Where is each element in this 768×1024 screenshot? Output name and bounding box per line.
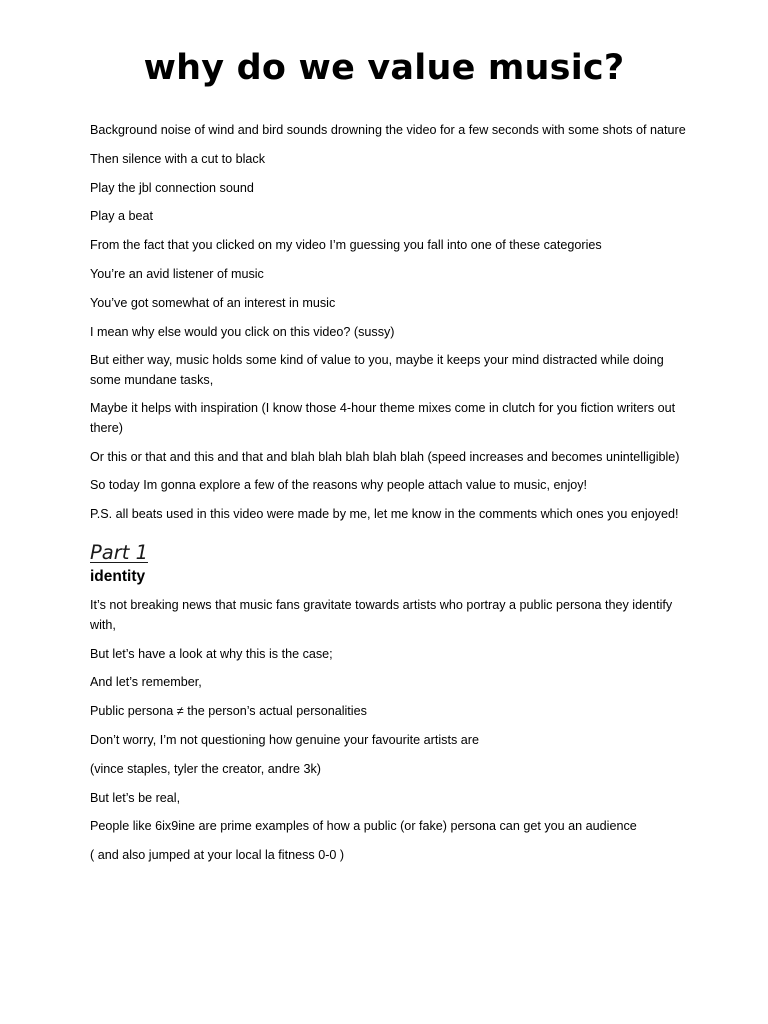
paragraph: You’re an avid listener of music	[90, 266, 264, 281]
paragraph: Don’t worry, I’m not questioning how genuine your favourite artists are	[90, 732, 479, 747]
ps-note-paragraph: P.S. all beats used in this video were made by me, let me know in the comments which ones you enjoyed!	[90, 507, 679, 522]
paragraph: Or this or that and this and that and blah blah blah blah blah (speed increases and becomes unintelligible)	[90, 449, 680, 464]
paragraph: Public persona ≠ the person’s actual personalities	[90, 704, 367, 719]
paragraph: From the fact that you clicked on my video I’m guessing you fall into one of these categories	[90, 238, 602, 253]
part-heading: Part 1	[90, 541, 148, 565]
paragraph: But let’s have a look at why this is the case;	[90, 646, 333, 661]
paragraph: And let’s remember,	[90, 675, 202, 690]
paragraph: Play a beat	[90, 209, 154, 224]
document-body	[90, 121, 690, 875]
paragraph: But let’s be real,	[90, 790, 181, 805]
paragraph: It’s not breaking news that music fans gravitate towards artists who portray a public persona they identify with,	[90, 598, 673, 632]
paragraph: Play the jbl connection sound	[90, 180, 254, 195]
paragraph: (vince staples, tyler the creator, andre 3k)	[90, 761, 321, 776]
paragraph: Maybe it helps with inspiration (I know those 4-hour theme mixes come in clutch for you fiction writers out there)	[90, 401, 676, 435]
paragraph: Then silence with a cut to black	[90, 151, 266, 166]
paragraph: So today Im gonna explore a few of the reasons why people attach value to music, enjoy!	[90, 478, 588, 493]
paragraph: I mean why else would you click on this video? (sussy)	[90, 324, 395, 339]
paragraph: Background noise of wind and bird sounds drowning the video for a few seconds with some shots of nature	[90, 123, 686, 137]
paragraph: ( and also jumped at your local la fitness 0-0 )	[90, 848, 345, 863]
section-subheading: identity	[90, 568, 146, 586]
paragraph: But either way, music holds some kind of value to you, maybe it keeps your mind distracted while doing some mundane tasks,	[90, 353, 664, 387]
paragraph: People like 6ix9ine are prime examples of how a public (or fake) persona can get you an audience	[90, 819, 637, 834]
paragraph: You’ve got somewhat of an interest in music	[90, 295, 336, 310]
document-title: why do we value music?	[143, 48, 625, 88]
